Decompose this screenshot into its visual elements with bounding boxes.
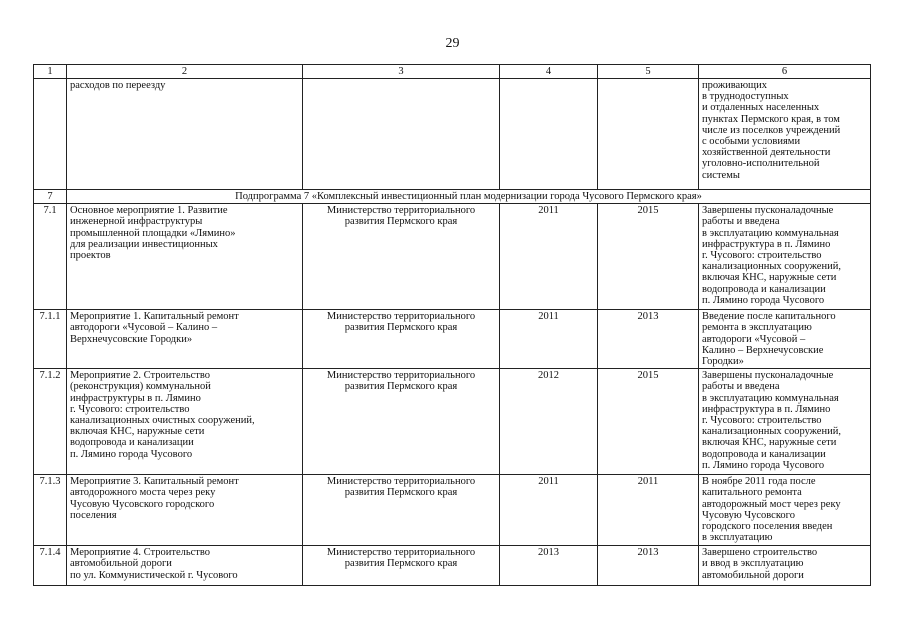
header-cell: 3 bbox=[303, 65, 500, 79]
cell-start: 2011 bbox=[500, 475, 598, 546]
cell-start bbox=[500, 79, 598, 190]
table-row bbox=[34, 546, 871, 586]
cell-executor: Министерство территориального развития Пермского края bbox=[303, 204, 500, 310]
cell-name: Мероприятие 4. Строительство автомобильной дороги по ул. Коммунистической г. Чусового bbox=[67, 546, 303, 586]
cell-name: расходов по переезду bbox=[67, 79, 303, 190]
cell-name: Мероприятие 2. Строительство (реконструкция) коммунальной инфраструктуры в п. Лямино г. Чусового: строительство канализационных очистных сооружений, включая КНС, наружные сети водопровода и канализации п. Лямино города Чусового bbox=[67, 369, 303, 475]
table-row bbox=[34, 475, 871, 546]
header-cell: 5 bbox=[598, 65, 699, 79]
header-cell: 4 bbox=[500, 65, 598, 79]
cell-num: 7.1.2 bbox=[34, 369, 67, 475]
subprogram-title: Подпрограмма 7 «Комплексный инвестиционный план модернизации города Чусового Пермского края» bbox=[67, 190, 871, 204]
cell-num bbox=[34, 79, 67, 190]
header-cell: 1 bbox=[34, 65, 67, 79]
cell-name: Мероприятие 1. Капитальный ремонт автодороги «Чусовой – Калино – Верхнечусовские Городки» bbox=[67, 310, 303, 369]
header-cell: 6 bbox=[699, 65, 871, 79]
cell-end: 2013 bbox=[598, 310, 699, 369]
cell-name: Основное мероприятие 1. Развитие инженерной инфраструктуры промышленной площадки «Лямино» для реализации инвестиционных проектов bbox=[67, 204, 303, 310]
table-row bbox=[34, 204, 871, 310]
cell-result: Завершены пусконаладочные работы и введена в эксплуатацию коммунальная инфраструктура в п. Лямино г. Чусового: строительство канализационных сооружений, включая КНС, наружные сети водопровода и канализации п. Лямино города Чусового bbox=[699, 369, 871, 475]
header-cell: 2 bbox=[67, 65, 303, 79]
cell-executor: Министерство территориального развития Пермского края bbox=[303, 369, 500, 475]
cell-num: 7.1 bbox=[34, 204, 67, 310]
cell-start: 2011 bbox=[500, 310, 598, 369]
cell-num: 7.1.3 bbox=[34, 475, 67, 546]
cell-start: 2013 bbox=[500, 546, 598, 586]
cell-name: Мероприятие 3. Капитальный ремонт автодорожного моста через реку Чусовую Чусовского городского поселения bbox=[67, 475, 303, 546]
cell-end: 2011 bbox=[598, 475, 699, 546]
cell-start: 2011 bbox=[500, 204, 598, 310]
cell-result: Завершены пусконаладочные работы и введена в эксплуатацию коммунальная инфраструктура в п. Лямино г. Чусового: строительство канализационных сооружений, включая КНС, наружные сети водопровода и канализации п. Лямино города Чусового bbox=[699, 204, 871, 310]
cell-result: Введение после капитального ремонта в эксплуатацию автодороги «Чусовой – Калино – Верхнечусовские Городки» bbox=[699, 310, 871, 369]
subprogram-num: 7 bbox=[34, 190, 67, 204]
cell-num: 7.1.1 bbox=[34, 310, 67, 369]
cell-start: 2012 bbox=[500, 369, 598, 475]
header-row bbox=[34, 65, 871, 79]
cell-end bbox=[598, 79, 699, 190]
cell-executor: Министерство территориального развития Пермского края bbox=[303, 310, 500, 369]
cell-end: 2015 bbox=[598, 369, 699, 475]
cell-result: проживающих в труднодоступных и отдаленных населенных пунктах Пермского края, в том числе из поселков учреждений с особыми условиями хозяйственной деятельности уголовно-исполнительной системы bbox=[699, 79, 871, 190]
subprogram-row bbox=[34, 190, 871, 204]
cell-executor bbox=[303, 79, 500, 190]
continuation-row bbox=[34, 79, 871, 190]
cell-result: Завершено строительство и ввод в эксплуатацию автомобильной дороги bbox=[699, 546, 871, 586]
cell-end: 2015 bbox=[598, 204, 699, 310]
program-table bbox=[33, 64, 871, 586]
table-row bbox=[34, 310, 871, 369]
cell-executor: Министерство территориального развития Пермского края bbox=[303, 546, 500, 586]
page-number: 29 bbox=[445, 36, 460, 51]
cell-executor: Министерство территориального развития Пермского края bbox=[303, 475, 500, 546]
cell-result: В ноябре 2011 года после капитального ремонта автодорожный мост через реку Чусовую Чусовского городского поселения введен в эксплуатацию bbox=[699, 475, 871, 546]
cell-num: 7.1.4 bbox=[34, 546, 67, 586]
cell-end: 2013 bbox=[598, 546, 699, 586]
table-row bbox=[34, 369, 871, 475]
